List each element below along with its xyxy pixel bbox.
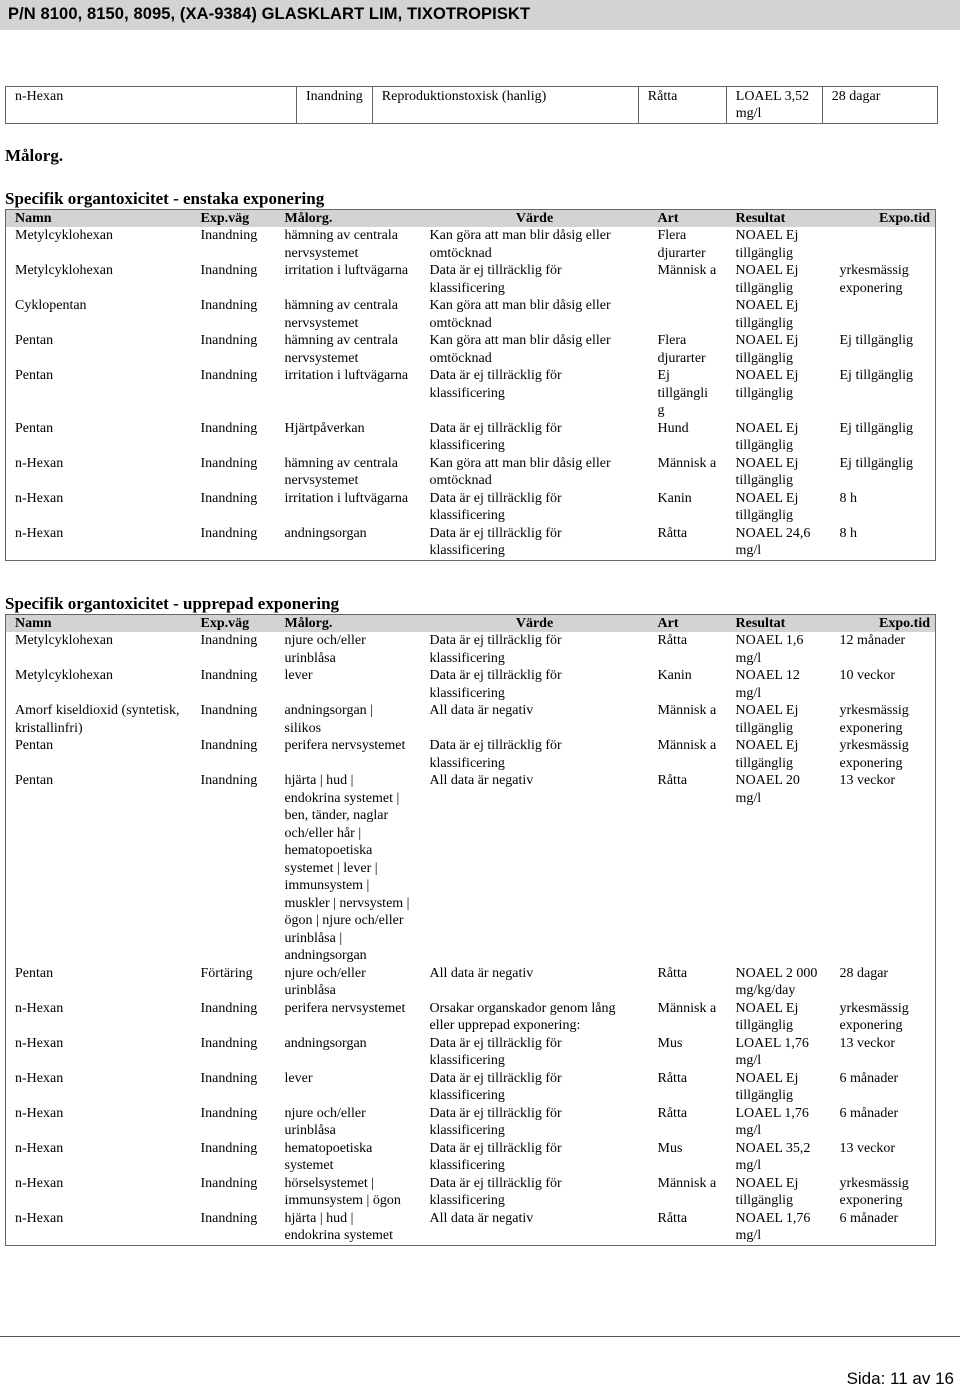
table-row [6,632,936,667]
table-cell: Metylcyklohexan [15,633,113,648]
table-cell: Inandning [200,490,258,506]
table-cell: lever [284,668,313,683]
table-cell: NOAEL 24,6 mg/l [735,525,811,558]
table-row [6,1000,936,1035]
table-row [6,772,936,965]
table-cell: Data är ej tillräcklig för klassificering [429,1070,562,1103]
column-header: Namn [6,210,192,228]
table-cell: andningsorgan | silikos [284,703,373,736]
table-row [6,1210,936,1246]
table-cell: NOAEL Ej tillgänglig [735,368,799,401]
table-cell: Kan göra att man blir dåsig eller omtöcknad [429,455,611,488]
table-cell: perifera nervsystemet [284,738,406,753]
table-cell: 13 veckor [839,773,896,788]
table-cell: NOAEL 12 mg/l [735,668,800,701]
column-header: Namn [6,615,192,633]
table-cell: Metylcyklohexan [15,228,113,243]
table-cell: All data är negativ [429,965,534,981]
table-cell: n-Hexan [15,1210,64,1226]
column-header: Art [649,615,727,633]
table-cell: NOAEL Ej tillgänglig [735,490,799,523]
table-cell: Inandning [200,773,258,788]
table-cell: Inandning [200,1070,258,1086]
table-cell: Inandning [200,1175,258,1191]
table-cell: Människ a [657,263,717,278]
table-cell: NOAEL 1,76 mg/l [735,1210,811,1243]
table-cell: Data är ej tillräcklig för klassificering [429,525,562,558]
table-cell: hörselsystemet | immunsystem | ögon [284,1175,401,1208]
table-row [6,455,936,490]
table-cell: Kan göra att man blir dåsig eller omtöcknad [429,333,611,366]
column-header: Resultat [727,210,831,228]
table-cell: Inandning [200,298,258,313]
table-cell: Inandning [200,228,258,243]
table-cell: Data är ej tillräcklig för klassificering [429,668,562,701]
table-cell: hämning av centrala nervsystemet [284,298,399,331]
table-row [6,297,936,332]
table-cell: yrkesmässig exponering [839,263,909,296]
footer-divider [0,1336,960,1337]
table-cell: Inandning [200,368,258,383]
table-cell: andningsorgan [284,1035,367,1051]
table-cell: Inandning [200,1035,258,1051]
table-cell: hjärta | hud | endokrina systemet | ben, tänder, naglar och/eller hår | hematopoetiska systemet | lever | immunsystem | muskler | nervsystem | ögon | njure och/eller urinblåsa | andningsorgan [284,773,410,963]
table-row [6,1140,936,1175]
column-header: Art [649,210,727,228]
table-cell: Inandning [200,1105,258,1121]
table-cell: njure och/eller urinblåsa [284,1105,366,1138]
table-cell: 13 veckor [839,1140,896,1156]
table-cell [831,227,936,262]
table-cell: yrkesmässig exponering [839,738,909,771]
table-cell: Data är ej tillräcklig för klassificering [429,633,562,666]
column-header: Värde [421,210,649,228]
table-cell: Cyklopentan [15,298,87,313]
table-cell: All data är negativ [429,703,534,718]
table-cell: Råtta [657,1070,688,1086]
column-header: Målorg. [276,615,421,633]
column-header: Resultat [727,615,831,633]
table-cell: Ej tillgänglig [839,455,913,471]
table-cell: Kan göra att man blir dåsig eller omtöcknad [429,298,611,331]
table-cell: Amorf kiseldioxid (syntetisk, kristallinfri) [15,703,180,736]
table-cell: 6 månader [839,1105,899,1121]
table-row [6,1175,936,1210]
table-cell: n-Hexan [15,1140,64,1156]
column-header: Expo.tid [831,615,936,633]
single-exposure-table [5,209,936,561]
table-cell: Data är ej tillräcklig för klassificering [429,1175,562,1208]
document-title: P/N 8100, 8150, 8095, (XA-9384) GLASKLART LIM, TIXOTROPISKT [8,5,531,23]
table-cell: hematopoetiska systemet [284,1140,373,1173]
table-row [6,262,936,297]
table-cell: perifera nervsystemet [284,1000,406,1016]
cell-expo: 28 dagar [822,87,937,124]
column-header: Exp.väg [192,210,276,228]
table-cell: Metylcyklohexan [15,668,113,683]
table-row [6,420,936,455]
table-cell: Människ a [657,1175,717,1191]
cell-malorg: Reproduktionstoxisk (hanlig) [372,87,638,124]
table-cell: irritation i luftvägarna [284,263,409,278]
table-cell: 28 dagar [839,965,889,981]
table-row [6,702,936,737]
table-cell: NOAEL Ej tillgänglig [735,455,799,488]
table-cell: Inandning [200,420,258,436]
table-cell: NOAEL Ej tillgänglig [735,263,799,296]
table-row [6,737,936,772]
table-row [6,1105,936,1140]
table-cell: Ej tillgängli g [657,368,709,418]
table-cell: Inandning [200,738,258,753]
cell-exp: Inandning [297,87,373,124]
table-cell: Metylcyklohexan [15,263,113,278]
table-cell: njure och/eller urinblåsa [284,965,366,998]
table-cell: n-Hexan [15,1035,64,1051]
table-cell: NOAEL 35,2 mg/l [735,1140,811,1173]
table-cell: andningsorgan [284,525,367,541]
column-header: Exp.väg [192,615,276,633]
table-cell: Data är ej tillräcklig för klassificering [429,490,562,523]
table-row [6,1035,936,1070]
table-cell: Inandning [200,1000,258,1016]
table-cell: irritation i luftvägarna [284,368,409,383]
table-cell: Inandning [200,668,258,683]
table-cell: NOAEL Ej tillgänglig [735,1070,799,1103]
table-cell: 13 veckor [839,1035,896,1051]
table-cell: Pentan [15,738,54,753]
table-row [6,367,936,420]
table-cell: NOAEL 1,6 mg/l [735,633,804,666]
table-cell: NOAEL Ej tillgänglig [735,298,799,331]
table-cell: NOAEL Ej tillgänglig [735,738,799,771]
table-cell: hämning av centrala nervsystemet [284,455,399,488]
table-cell: Inandning [200,333,258,348]
table-cell: 12 månader [839,633,906,648]
table-cell: 10 veckor [839,668,896,683]
table-cell: Råtta [657,633,688,648]
table-cell: n-Hexan [15,525,64,541]
table-cell: njure och/eller urinblåsa [284,633,366,666]
table-cell: Data är ej tillräcklig för klassificering [429,1140,562,1173]
page-number: Sida: 11 av 16 [846,1369,954,1388]
table-cell: Inandning [200,1140,258,1156]
column-header: Expo.tid [831,210,936,228]
table-cell: yrkesmässig exponering [839,703,909,736]
table-cell: Inandning [200,1210,258,1226]
table-cell: Kanin [657,490,692,506]
table-cell: 6 månader [839,1210,899,1226]
table-cell: Data är ej tillräcklig för klassificering [429,1105,562,1138]
table-cell: Data är ej tillräcklig för klassificering [429,368,562,401]
table-cell: NOAEL Ej tillgänglig [735,420,799,453]
table-cell: n-Hexan [15,1105,64,1121]
cell-resultat: LOAEL 3,52 mg/l [726,87,822,124]
table-cell: Pentan [15,773,54,788]
table-cell: Pentan [15,368,54,383]
table-cell: hämning av centrala nervsystemet [284,333,399,366]
table-cell [649,297,727,332]
table-cell: NOAEL 2 000 mg/kg/day [735,965,818,998]
table-cell: Orsakar organskador genom lång eller upprepad exponering: [429,1000,616,1033]
repeated-exposure-table [5,614,936,1246]
column-header: Värde [421,615,649,633]
table-cell: Data är ej tillräcklig för klassificering [429,263,562,296]
table-cell: Mus [657,1140,683,1156]
table-cell: Ej tillgänglig [839,420,913,436]
table-cell: Inandning [200,455,258,471]
table-cell: 6 månader [839,1070,899,1086]
table-cell: LOAEL 1,76 mg/l [735,1105,809,1138]
table-cell: Data är ej tillräcklig för klassificering [429,420,562,453]
table-cell: All data är negativ [429,1210,534,1226]
cell-namn: n-Hexan [6,87,297,124]
table-cell: Ej tillgänglig [839,333,913,348]
table-cell: Inandning [200,525,258,541]
table-row [6,965,936,1000]
table-cell: Människ a [657,455,717,471]
table-cell: Råtta [657,1105,688,1121]
table-cell: lever [284,1070,313,1086]
table-row [6,667,936,702]
document-header [0,0,960,30]
table-cell: Flera djurarter [657,228,706,261]
table-cell: n-Hexan [15,455,64,471]
table-cell [831,297,936,332]
table-cell: NOAEL Ej tillgänglig [735,228,799,261]
section-title-single: Specifik organtoxicitet - enstaka exponering [5,189,325,208]
malorg-label: Målorg. [5,146,64,165]
table-cell: Inandning [200,263,258,278]
table-cell: Hjärtpåverkan [284,420,365,436]
table-cell: Människ a [657,703,717,718]
table-cell: NOAEL Ej tillgänglig [735,703,799,736]
table-cell: Data är ej tillräcklig för klassificering [429,738,562,771]
table-cell: NOAEL Ej tillgänglig [735,1175,799,1208]
table-cell: irritation i luftvägarna [284,490,409,506]
table-cell: yrkesmässig exponering [839,1175,909,1208]
table-cell: Flera djurarter [657,333,706,366]
table-cell: Människ a [657,738,717,753]
table-cell: NOAEL 20 mg/l [735,773,800,806]
section-title-repeated: Specifik organtoxicitet - upprepad exponering [5,594,340,613]
table-cell: Mus [657,1035,683,1051]
table-cell: NOAEL Ej tillgänglig [735,1000,799,1033]
table-cell: LOAEL 1,76 mg/l [735,1035,809,1068]
table-cell: Inandning [200,703,258,718]
table-cell: Råtta [657,965,688,981]
table-cell: Pentan [15,333,54,348]
table-cell: hjärta | hud | endokrina systemet [284,1210,393,1243]
table-cell: Råtta [657,773,688,788]
table-row [6,1070,936,1105]
table-cell: hämning av centrala nervsystemet [284,228,399,261]
table-cell: All data är negativ [429,773,534,788]
table-cell: Råtta [657,1210,688,1226]
table-cell: Människ a [657,1000,717,1016]
table-cell: Råtta [657,525,688,541]
table-cell: 8 h [839,490,857,506]
continuation-row [5,86,938,122]
table-cell: Hund [657,420,689,436]
table-cell: n-Hexan [15,1070,64,1086]
table-row [6,490,936,525]
table-cell: Inandning [200,633,258,648]
table-row [6,332,936,367]
table-cell: Data är ej tillräcklig för klassificering [429,1035,562,1068]
table-cell: Ej tillgänglig [839,368,913,383]
table-row [6,227,936,262]
table-cell: n-Hexan [15,1000,64,1016]
table-row [6,525,936,561]
table-cell: NOAEL Ej tillgänglig [735,333,799,366]
table-cell: n-Hexan [15,1175,64,1191]
table-cell: n-Hexan [15,490,64,506]
table-cell: Förtäring [200,965,253,981]
cell-art: Råtta [638,87,726,124]
table-cell: Pentan [15,420,54,436]
table-cell: Kanin [657,668,692,683]
table-cell: Kan göra att man blir dåsig eller omtöcknad [429,228,611,261]
table-cell: yrkesmässig exponering [839,1000,909,1033]
column-header: Målorg. [276,210,421,228]
table-cell: Pentan [15,965,54,981]
table-cell: 8 h [839,525,857,541]
